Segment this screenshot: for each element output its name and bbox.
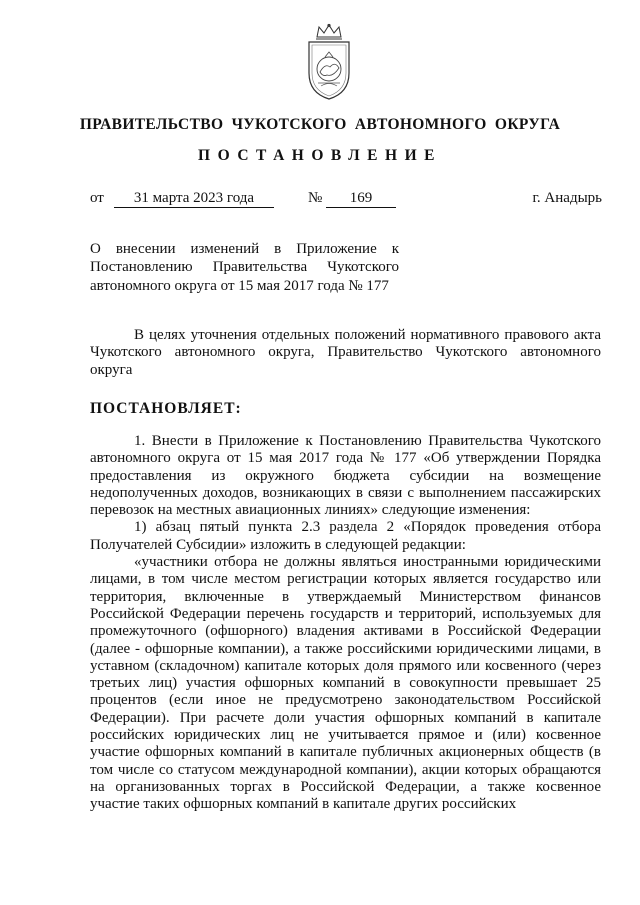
body-line: территория, включенные в утверждаемый Министерством финансов — [90, 588, 601, 605]
subject-line: автономного округа от 15 мая 2017 года № 177 — [90, 277, 389, 294]
body-line: недополученных доходов, возникающих в связи с выполнением пассажирских — [90, 484, 601, 501]
body-line: том числе со статусом международной компании), акции которых обращаются — [90, 761, 601, 778]
body-line: Получателей Субсидии» изложить в следующей редакции: — [90, 536, 466, 553]
body-line: третьих лиц) участия офшорных компаний в совокупности превышает 25 — [90, 675, 601, 692]
body-line: «участники отбора не должны являться иностранными юридическими — [134, 554, 601, 571]
body-line: участие таких офшорных компаний в капитале других российских — [90, 796, 517, 813]
preamble-line: Чукотского автономного округа, Правительство Чукотского автономного — [90, 344, 601, 361]
body-line: участие офшорных компаний в капитале публичных акционерных обществ (в — [90, 744, 601, 761]
body-line: российских юридических лиц не учитывается прямое и (или) косвенное — [90, 727, 601, 744]
subject-line: Постановлению Правительства Чукотского — [90, 259, 399, 276]
document-type: ПОСТАНОВЛЕНИЕ — [198, 147, 442, 164]
subject-line: О внесении изменений в Приложение к — [90, 241, 399, 257]
government-name: ПРАВИТЕЛЬСТВО ЧУКОТСКОГО АВТОНОМНОГО ОКРУГА — [79, 116, 561, 133]
preamble-line: В целях уточнения отдельных положений нормативного правового акта — [134, 327, 601, 343]
body-line: Российской Федерации перечень государств и территорий, используемых для — [90, 605, 601, 622]
preamble — [90, 327, 601, 379]
number-sign: № — [308, 190, 323, 206]
body-line: 1) абзац пятый пункта 2.3 раздела 2 «Порядок проведения отбора — [134, 519, 601, 536]
body-line: на организованных торгах в Российской Федерации, а также косвенное — [90, 778, 601, 795]
body-line: процентов (если иное не предусмотрено законодательством Российской — [90, 692, 601, 709]
body-line: перевозок на местных авиационных линиях» следующие изменения: — [90, 502, 531, 519]
decree-body — [90, 433, 601, 814]
preamble-line: округа — [90, 361, 133, 378]
body-line: Федерации). При расчете доли участия офшорных компаний в капитале — [90, 709, 601, 726]
resolves-heading: ПОСТАНОВЛЯЕТ: — [90, 400, 242, 417]
decree-number: 169 — [326, 190, 396, 208]
body-line: 1. Внести в Приложение к Постановлению Правительства Чукотского — [134, 433, 601, 449]
body-line: предоставления из окружного бюджета субсидии на возмещение — [90, 467, 601, 484]
body-line: промежуточного (офшорного) владения активами в Российской Федерации — [90, 623, 601, 640]
issue-city: г. Анадырь — [532, 190, 602, 206]
body-line: лицами, в том числе местом регистрации которых является государство или — [90, 571, 601, 588]
decree-date: 31 марта 2023 года — [114, 190, 274, 208]
decree-subject — [90, 240, 399, 295]
coat-of-arms-icon — [303, 23, 355, 101]
body-line: (далее - офшорные компании), а также российскими юридическими лицами, в — [90, 640, 601, 657]
body-line: автономного округа от 15 мая 2017 года № 177 «Об утверждении Порядка — [90, 450, 601, 467]
body-line: уставном (складочном) капитале которых доля прямого или косвенного (через — [90, 657, 601, 674]
date-prefix: от — [90, 190, 104, 206]
